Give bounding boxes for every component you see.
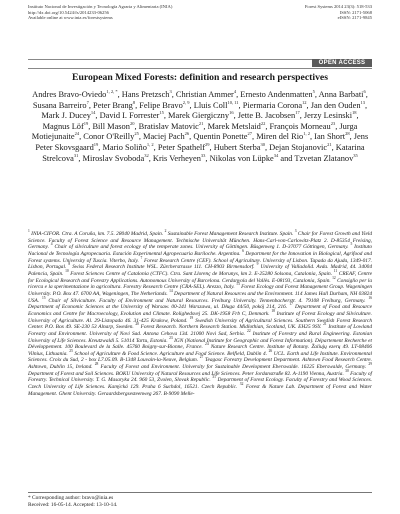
correspondence-footnote	[28, 492, 372, 508]
author-name: Quentin Ponette	[193, 132, 248, 142]
author-name: Dejan Stojanovic	[269, 142, 328, 152]
author-name: Susana Barreiro	[32, 100, 87, 110]
header-doi-line[interactable]: http://dx.doi.org/10.5424/fs/2014233-06256	[28, 9, 109, 15]
author-name: Kris Verheyen	[152, 153, 201, 163]
affiliation-text: Swiss Federal Research Institute WSL. Zürcherstrasse 111. CH-8903 Birmensdorf.	[70, 264, 257, 271]
author-affiliation-marker: 21	[327, 142, 332, 148]
author-name: Jette B. Jacobsen	[237, 111, 296, 121]
author-name: Conor O'Reilly	[83, 132, 135, 142]
affiliation-marker: 31	[212, 375, 216, 380]
affiliation-text: Faculty of Forestry. Technical University. T. G. Masaryka 24. 960 53, Zvolen, Slovak Republic.	[28, 370, 372, 384]
author-affiliation-marker: 17	[295, 110, 300, 116]
author-name: Jens Peter Skovsgaard	[35, 132, 369, 152]
affiliation-text: Consiglio per la ricerca e la sperimentazione in agricoltura. Forestry Research Centre (CRA-SEL). Arezzo, Italy.	[28, 277, 372, 291]
affiliation-marker: 7	[140, 255, 143, 260]
affiliation-text: INIA-CIFOR. Ctra. A Coruña, km. 7.5. 28040 Madrid, Spain.	[29, 231, 165, 237]
author-name: Mario Soliño	[102, 142, 147, 152]
author-name: Marek Giergiczny	[168, 111, 230, 121]
affiliation-marker: 9	[256, 262, 259, 267]
author-affiliation-marker: 25	[134, 131, 139, 137]
author-name: Peter Brang	[93, 100, 133, 110]
header-online-line: Available online at www.inia.es/forestsystems	[28, 15, 113, 21]
journal-header	[28, 4, 372, 28]
affiliation-text: Teagasc Forestry Development Department. Ashtown Food Research Centre. Ashtown, Dublin 15, Ireland.	[28, 357, 372, 371]
affiliation-marker: 10	[65, 269, 69, 274]
author-name: Andres Bravo-Oviedo	[32, 90, 107, 99]
author-affiliation-marker: 29	[205, 142, 210, 148]
author-name: Hubert Sterba	[213, 142, 261, 152]
author-affiliation-marker: 30	[260, 142, 265, 148]
affiliation-marker: 28	[94, 362, 99, 367]
affiliation-marker: 16	[368, 295, 372, 300]
affiliation-marker: 23	[169, 335, 173, 340]
affiliation-marker: 27	[199, 355, 204, 360]
author-affiliation-marker: 6	[363, 89, 366, 95]
journal-header-right	[252, 4, 372, 21]
author-affiliation-marker: 18	[352, 110, 357, 116]
affiliation-text: School of Agriculture & Food Science. Agriculture and Food Science. Belfield, Dublin 4.	[72, 350, 269, 357]
author-list: Andres Bravo-Oviedo$^{1, 2, *}$, Hans Pretzsch$^3$, Christian Ammer$^4$, Ernesto Andenmatten$^5$, Anna Barbati$^6$, Susana Barreiro$^7$, Peter Brang$^8$, Felipe Bravo$^{2, 9}$, Lluis Coll$^{10, 11}$, Piermaria Corona$^{12}$, Jan den Ouden$^{13}$, Mark J. Ducey$^{14}$, David I. Forrester$^{15}$, Marek Giergiczny$^{16}$, Jette B. Jacobsen$^{17}$, Jerzy Lesinski$^{18}$, Magnus Löf$^{19}$, Bill Mason$^{20}$, Bratislav Matovic$^{21}$, Marek Metslaid$^{22}$, François Morneau$^{23}$, Jurga Motiejunaite$^{24}$, Conor O'Reilly$^{25}$, Maciej Pach$^{26}$, Quentin Ponette$^{27}$, Miren del Rio$^{1, 2}$, Ian Short$^{28}$, Jens Peter Skovsgaard$^{19}$, Mario Soliño$^{1, 2}$, Peter Spathelf$^{29}$, Hubert Sterba$^{30}$, Dejan Stojanovic$^{21}$, Katarina Strelcova$^{31}$, Miroslav Svoboda$^{32}$, Kris Verheyen$^{33}$, Nikolas von Lüpke$^{34}$ and Tzvetan Zlatanov$^{35}$	[31, 89, 369, 163]
author-name: François Morneau	[269, 121, 331, 131]
affiliation-text: Department of Natural Resources and the Environment. 114 James Hall Durham, NH 03824 USA.	[28, 290, 372, 304]
affiliation-marker: 18	[271, 309, 275, 314]
affiliation-text: Institute of Lowland Forestry and Environment. University of Novi Sad. Antona Cehova 13d. 21000 Novi Sad, Serbia.	[28, 324, 373, 337]
author-name: Maciej Pach	[143, 132, 185, 142]
author-name: Jerzy Lesinski	[303, 111, 353, 121]
affiliation-text: Nature Research Centre. Institute of Botany. Žaliujų ezerų 49. LT-08406 Vilnius, Lithuania.	[28, 344, 372, 357]
affiliation-text: Instituto Nacional de Tecnología Agropecuaria. Estación Experimental Agropecuaria Bariloche. Argentina.	[28, 244, 372, 257]
affiliation-marker: 4	[50, 242, 53, 247]
affiliation-marker: 5	[350, 242, 353, 247]
author-affiliation-marker: 31	[73, 152, 79, 158]
affiliation-marker: 30	[345, 369, 349, 373]
author-name: Jurga Motiejunaite	[31, 121, 358, 142]
affiliation-text: Forest & Nature Lab. Department of Forest and Water Management. Ghent University. Geraardsbergsesteenweg 267. B-9090 Melle-	[28, 384, 372, 397]
affiliation-text: Swedish University of Agricultural Sciences. Southern Swedish Forest Research Center. P.O. Box 49. SE-230 53 Alnarp, Sweden.	[28, 317, 373, 331]
author-affiliation-marker: 21	[198, 120, 204, 126]
author-name: Miren del Rio	[256, 132, 304, 142]
author-name: Marek Metslaid	[207, 121, 261, 131]
affiliation-text: IGN (National Institute for Geographic and Forest Information). Département Recherche et Développement. 100 Boulevard de la Salle. 45760 Boigny-sur-Bionne, France.	[28, 337, 372, 351]
affiliation-list	[28, 231, 372, 397]
affiliation-marker: 21	[323, 322, 327, 327]
affiliation-marker: 15	[41, 295, 46, 300]
author-affiliation-marker: 4	[233, 89, 237, 95]
author-affiliation-marker: 27	[247, 131, 253, 137]
affiliation-marker: 3	[294, 229, 297, 234]
author-name: Nikolas von Lüpke	[209, 153, 274, 163]
author-name: Jan den Ouden	[310, 100, 361, 110]
affiliation-text: Forest Research. Northern Research Station. Midlothian, Scotland, UK. EH25 9SY.	[138, 324, 324, 331]
author-affiliation-marker: 3	[169, 89, 172, 95]
affiliation-marker: 17	[289, 302, 293, 307]
author-affiliation-marker: 34	[273, 152, 279, 158]
affiliation-marker: 29	[368, 362, 373, 367]
affiliation-text: Department of Forest and Soil Sciences. BOKU University of Natural Resources and Life Sciences. Peter Jordanstraße 82. A-1190 Vienna, Austria.	[28, 370, 346, 377]
affiliation-marker: 11	[333, 269, 338, 274]
author-affiliation-marker: 2, 9	[182, 99, 190, 105]
author-affiliation-marker: 24	[74, 131, 80, 137]
author-name: Tzvetan Zlatanov	[294, 153, 354, 163]
affiliation-text: Institute of Forest Ecology and Silviculture. University of Agriculture. Al. 29-Listopada 46. 31-425 Krakow, Poland.	[28, 310, 372, 324]
affiliation-text: Institute of Forestry and Rural Engineering. Estonian University of Life Sciences. Kreutzwaldi 5. 51014 Tartu, Estonia.	[28, 330, 372, 344]
author-affiliation-marker: 23	[330, 120, 336, 126]
affiliation-text: CREAF, Centre for Ecological Research and Forestry Applications. Autonomous University of Barcelona. Cerdanyola del Vallès. E-08193, Catalonia, Spain.	[28, 270, 372, 284]
author-affiliation-marker: 28	[345, 131, 350, 137]
author-affiliation-marker: 19	[83, 120, 89, 126]
author-affiliation-marker: 35	[353, 152, 358, 158]
affiliation-text: Department of Forest Ecology. Faculty of Forestry and Wood Sciences. Czech University of Life Sciences. Kamýcká 129. Praha 6 Suchdol, 16521. Czech Republic.	[28, 377, 372, 391]
author-affiliation-marker: 1, 2, *	[106, 89, 118, 95]
author-name: Magnus Löf	[42, 121, 84, 131]
author-affiliation-marker: 22	[260, 120, 266, 126]
header-eissn-line: eISSN: 2171-9845	[337, 15, 372, 21]
corresponding-author-line: * Corresponding author: bravo@inia.es	[28, 495, 114, 501]
affiliation-text: UCL. Earth and Life Institute. Environmental Sciences. Croix du Sud, 2 - box L7.05.09. B-1348 Louvain-la-Neuve, Belgium.	[28, 350, 372, 364]
affiliation-text: Chair of Silviculture. Faculty of Environment and Natural Resources. Freiburg University. Tennenbacherstr. 4. 79108 Freiburg, Germany.	[45, 297, 369, 304]
header-issn-line: ISSN: 2171-5068	[339, 9, 372, 15]
affiliation-text: Chair of silviculture and forest ecology of the temperate zones. University of Göttingen. Büsgenweg 1. D-37077 Göttingen, Germany.	[52, 244, 351, 251]
author-name: Ernesto Andenmatten	[240, 90, 313, 99]
affiliation-marker: 14	[169, 289, 173, 294]
affiliation-marker: 32	[239, 382, 244, 387]
author-name: Piermaria Corona	[242, 100, 303, 110]
author-name: Bratislav Matovic	[138, 121, 199, 131]
author-affiliation-marker: 16	[229, 110, 234, 116]
affiliation-text: Department of Economic Sciences at the University of Warsaw. 00-241 Warszawa, ul. Długa 44/50, pokój 214, 216.	[28, 304, 290, 311]
author-affiliation-marker: 19	[93, 142, 99, 148]
author-affiliation-marker: 15	[159, 110, 164, 116]
affiliation-marker: 26	[268, 349, 273, 354]
author-name: Christian Ammer	[175, 90, 234, 99]
author-name: Peter Spathelf	[157, 142, 206, 152]
affiliation-marker: 6	[242, 249, 244, 254]
affiliation-marker: 24	[205, 342, 209, 347]
author-affiliation-marker: 12	[302, 99, 307, 105]
affiliation-text: Chair for Forest Growth and Yield Science. Faculty of Forest Science and Resource Management. Technische Universität München. Hans-Carl-von-Carlowitz-Platz 2. D-85354 Freising, Germany.	[28, 231, 373, 251]
author-affiliation-marker: 8	[132, 99, 136, 105]
author-name: David I. Forrester	[99, 111, 160, 121]
author-name: Mark J. Ducey	[41, 111, 91, 121]
affiliation-marker: 22	[247, 329, 251, 334]
author-affiliation-marker: 33	[200, 152, 206, 158]
author-name: Felipe Bravo	[139, 100, 183, 110]
affiliation-marker: 13	[236, 282, 240, 287]
journal-header-left	[28, 4, 238, 21]
affiliation-text: Faculty of Forest and Environment. University for Sustainable Development Eberswalde. 16225 Eberswalde, Germany.	[98, 364, 369, 371]
affiliation-marker: 2	[164, 229, 167, 234]
affiliation-text: Department for the Innovation in Biological, Agrifood and Forest systems. University of Tuscia. Viterbo, Italy.	[28, 250, 372, 264]
affiliation-text: Department of Food and Resource Economics and Centre for Macroecology, Evolution and Climate. Rolighedsvej 25. DK-1958 Frb C, Denmark.	[28, 304, 372, 317]
author-name: Bill Mason	[92, 121, 130, 131]
affiliation-marker: 25	[69, 349, 73, 354]
affiliation-text: Forest Ecology and Forest Management Group. Wageningen University. P.O. Box 47. 6700 AA, Wageningen, The Netherlands.	[28, 284, 372, 297]
author-name: Anna Barbati	[318, 90, 364, 99]
author-name: Ian Short	[314, 132, 346, 142]
header-citation-line: Forest Systems 2014 23(3): 518-533	[304, 4, 372, 9]
author-name: Hans Pretzsch	[121, 90, 170, 99]
affiliation-text: Sustainable Forest Management Research Institute. Spain.	[166, 231, 295, 237]
author-affiliation-marker: 5	[312, 89, 315, 95]
affiliation-text: Forest Research Centre (CEF). School of Agriculture. University of Lisbon. Tapada da Ajuda, 1349-017. Lisbon, Portugal.	[28, 257, 372, 271]
author-affiliation-marker: 1, 2	[146, 142, 154, 148]
author-affiliation-marker: 7	[86, 99, 89, 105]
open-access-badge: OPEN ACCESS	[312, 59, 372, 67]
author-affiliation-marker: 32	[144, 152, 149, 158]
affiliation-marker: 8	[68, 262, 71, 267]
article-title: European Mixed Forests: definition and research perspectives	[72, 72, 328, 83]
author-affiliation-marker: 14	[90, 110, 96, 116]
affiliation-marker: 20	[135, 322, 139, 327]
affiliation-marker: 1	[28, 229, 30, 234]
affiliation-marker: 19	[189, 315, 194, 320]
author-affiliation-marker: 13	[360, 99, 366, 105]
author-affiliation-marker: 26	[184, 131, 190, 137]
author-affiliation-marker: 10, 11	[227, 99, 239, 105]
affiliation-text: Forest Sciences Centre of Catalonia (CTFC). Ctra. Sant Llorenç de Morunys, km 2. E-25280 Solsona, Catalonia, Spain.	[68, 270, 334, 277]
affiliation-marker: 12	[332, 275, 336, 280]
received-accepted-line: Received: 16-05-14. Accepted: 13-10-14.	[28, 501, 118, 508]
open-access-bar	[28, 59, 372, 69]
author-affiliation-marker: 20	[129, 120, 135, 126]
author-affiliation-marker: 1, 2	[303, 131, 310, 137]
author-name: Lluis Coll	[193, 100, 228, 110]
header-publisher-line: Instituto Nacional de Investigación y Tecnología Agraria y Alimentaria (INIA)	[28, 4, 173, 9]
author-name: Katarina Strelcova	[42, 142, 365, 163]
affiliation-text: University of Valladolid. Avda. Madrid, 44. 34004 Palencia, Spain.	[28, 264, 373, 277]
author-name: Miroslav Svoboda	[82, 153, 145, 163]
